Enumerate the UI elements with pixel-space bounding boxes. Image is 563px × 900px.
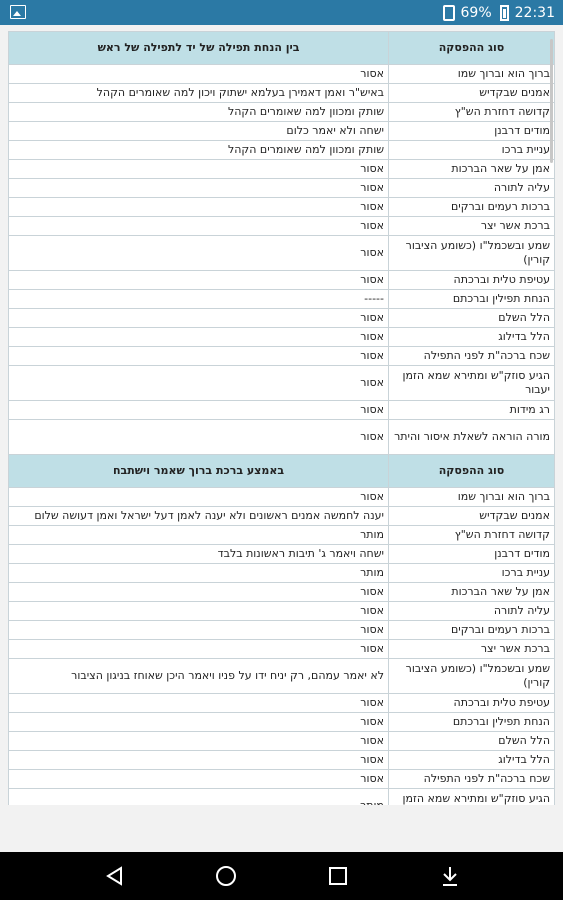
table-row	[9, 564, 555, 583]
table-row	[9, 694, 555, 713]
cell-interruption-type: ברוך הוא וברוך שמו	[389, 65, 555, 84]
cell-interruption-type: שכח ברכה"ת לפני התפילה	[389, 347, 555, 366]
table-row	[9, 751, 555, 770]
home-button[interactable]	[214, 864, 238, 888]
table-row	[9, 141, 555, 160]
table-row	[9, 507, 555, 526]
table-row	[9, 65, 555, 84]
table-row	[9, 290, 555, 309]
cell-interruption-type: אמן על שאר הברכות	[389, 160, 555, 179]
cell-interruption-type: שמע ובשכמל"ו (כשומע הציבור קורין)	[389, 659, 555, 694]
cell-interruption-type: רג מידות	[389, 401, 555, 420]
cell-interruption-type: מודים דרבנן	[389, 122, 555, 141]
cell-ruling: אסור	[9, 309, 389, 328]
cell-ruling: אסור	[9, 602, 389, 621]
cell-interruption-type: שכח ברכה"ת לפני התפילה	[389, 770, 555, 789]
cell-interruption-type: הלל בדילוג	[389, 328, 555, 347]
home-icon	[214, 864, 238, 888]
clock: 22:31	[514, 4, 555, 21]
table-row	[9, 160, 555, 179]
cell-interruption-type: הנחת תפילין וברכתם	[389, 290, 555, 309]
table-row	[9, 401, 555, 420]
cell-ruling: לא יאמר עמהם, רק יניח ידו על פניו ויאמר היכן שאוחז בניגון הציבור	[9, 659, 389, 694]
cell-interruption-type: עניית ברכו	[389, 141, 555, 160]
table-row	[9, 732, 555, 751]
cell-interruption-type: ברכת אשר יצר	[389, 217, 555, 236]
cell-ruling: באיש"ר ואמן דאמירן בעלמא ישתוק ויכון למה שאומרים הקהל	[9, 84, 389, 103]
cell-ruling: אסור	[9, 694, 389, 713]
table-row	[9, 236, 555, 271]
table-row	[9, 602, 555, 621]
table-row	[9, 103, 555, 122]
cell-interruption-type: הלל השלם	[389, 732, 555, 751]
table-row	[9, 640, 555, 659]
recents-button[interactable]	[326, 864, 350, 888]
cell-interruption-type: מודים דרבנן	[389, 545, 555, 564]
cell-ruling: אסור	[9, 640, 389, 659]
cell-interruption-type: עטיפת טלית וברכתה	[389, 694, 555, 713]
cell-ruling: שותק ומכוון למה שאומרים הקהל	[9, 103, 389, 122]
header-ruling: באמצע ברכת ברוך שאמר וישתבח	[9, 455, 389, 488]
table-row	[9, 217, 555, 236]
table-row	[9, 198, 555, 217]
cell-interruption-type: הגיע סוזק"ש ומתירא שמא הזמן יעבור	[389, 366, 555, 401]
table-row	[9, 309, 555, 328]
cell-ruling: אסור	[9, 179, 389, 198]
cell-interruption-type: אמן על שאר הברכות	[389, 583, 555, 602]
cell-interruption-type: עליה לתורה	[389, 602, 555, 621]
table-row	[9, 488, 555, 507]
cell-ruling: אסור	[9, 583, 389, 602]
download-button[interactable]	[438, 864, 462, 888]
cell-ruling: אסור	[9, 732, 389, 751]
back-icon	[103, 864, 127, 888]
cell-ruling: אסור	[9, 198, 389, 217]
table-row	[9, 366, 555, 401]
cell-interruption-type: הנחת תפילין וברכתם	[389, 713, 555, 732]
cell-ruling: ישחה ויאמר ג' תיבות ראשונות בלבד	[9, 545, 389, 564]
table-row	[9, 583, 555, 602]
cell-interruption-type: קדושה דחזרת הש"ץ	[389, 526, 555, 545]
cell-ruling: ישחה ולא יאמר כלום	[9, 122, 389, 141]
table-row	[9, 526, 555, 545]
cell-ruling: שותק ומכוון למה שאומרים הקהל	[9, 141, 389, 160]
cell-ruling: אסור	[9, 217, 389, 236]
cell-interruption-type: קדושה דחזרת הש"ץ	[389, 103, 555, 122]
cell-interruption-type: עניית ברכו	[389, 564, 555, 583]
table-row	[9, 328, 555, 347]
table-header-row	[9, 455, 555, 488]
cell-interruption-type: עטיפת טלית וברכתה	[389, 271, 555, 290]
cell-interruption-type: מורה הוראה לשאלת איסור והיתר	[389, 420, 555, 455]
cell-interruption-type: עליה לתורה	[389, 179, 555, 198]
screen-rotation-icon	[443, 5, 455, 21]
cell-ruling: יענה לחמשה אמנים ראשונים ולא יענה לאמן דעל ישראל ואמן דעושה שלום	[9, 507, 389, 526]
table-row	[9, 770, 555, 789]
content-panel[interactable]	[8, 31, 554, 805]
cell-ruling: אסור	[9, 770, 389, 789]
cell-ruling: אסור	[9, 366, 389, 401]
download-icon	[438, 864, 462, 888]
cell-ruling: אסור	[9, 347, 389, 366]
header-type: סוג ההפסקה	[389, 32, 555, 65]
battery-icon	[500, 5, 509, 21]
cell-interruption-type: אמנים שבקדיש	[389, 84, 555, 103]
status-right	[443, 3, 555, 22]
gallery-notification-icon	[10, 5, 26, 19]
navigation-bar	[0, 852, 563, 900]
cell-ruling: אסור	[9, 271, 389, 290]
header-ruling: בין הנחת תפילה של יד לתפילה של ראש	[9, 32, 389, 65]
scrollbar[interactable]	[550, 39, 553, 163]
cell-ruling: אסור	[9, 236, 389, 271]
recents-icon	[326, 864, 350, 888]
cell-ruling: -----	[9, 290, 389, 309]
table-row	[9, 271, 555, 290]
table-row	[9, 122, 555, 141]
table-row	[9, 84, 555, 103]
header-type: סוג ההפסקה	[389, 455, 555, 488]
table-header-row	[9, 32, 555, 65]
halacha-table	[8, 31, 555, 824]
cell-interruption-type: הגיע סוזק"ש ומתירא שמא הזמן	[389, 789, 555, 824]
table-row	[9, 420, 555, 455]
cell-ruling: אסור	[9, 713, 389, 732]
cell-interruption-type: שמע ובשכמל"ו (כשומע הציבור קורין)	[389, 236, 555, 271]
table-row	[9, 545, 555, 564]
table-row	[9, 659, 555, 694]
cell-interruption-type: ברכות רעמים וברקים	[389, 621, 555, 640]
cell-ruling: אסור	[9, 328, 389, 347]
table-row	[9, 621, 555, 640]
table-row	[9, 179, 555, 198]
cell-ruling: אסור	[9, 751, 389, 770]
cell-interruption-type: אמנים שבקדיש	[389, 507, 555, 526]
back-button[interactable]	[103, 864, 127, 888]
cell-interruption-type: ברכות רעמים וברקים	[389, 198, 555, 217]
cell-ruling: מותר	[9, 564, 389, 583]
cell-ruling: מותר	[9, 526, 389, 545]
bottom-gap	[0, 805, 563, 852]
cell-interruption-type: ברכת אשר יצר	[389, 640, 555, 659]
battery-percent: 69%	[460, 4, 492, 21]
status-bar	[0, 0, 563, 25]
cell-ruling: אסור	[9, 420, 389, 455]
cell-interruption-type: הלל בדילוג	[389, 751, 555, 770]
cell-interruption-type: הלל השלם	[389, 309, 555, 328]
cell-interruption-type: ברוך הוא וברוך שמו	[389, 488, 555, 507]
cell-ruling: אסור	[9, 65, 389, 84]
cell-ruling: אסור	[9, 488, 389, 507]
table-row	[9, 713, 555, 732]
cell-ruling: אסור	[9, 621, 389, 640]
cell-ruling: אסור	[9, 401, 389, 420]
table-row	[9, 347, 555, 366]
cell-ruling: אסור	[9, 160, 389, 179]
